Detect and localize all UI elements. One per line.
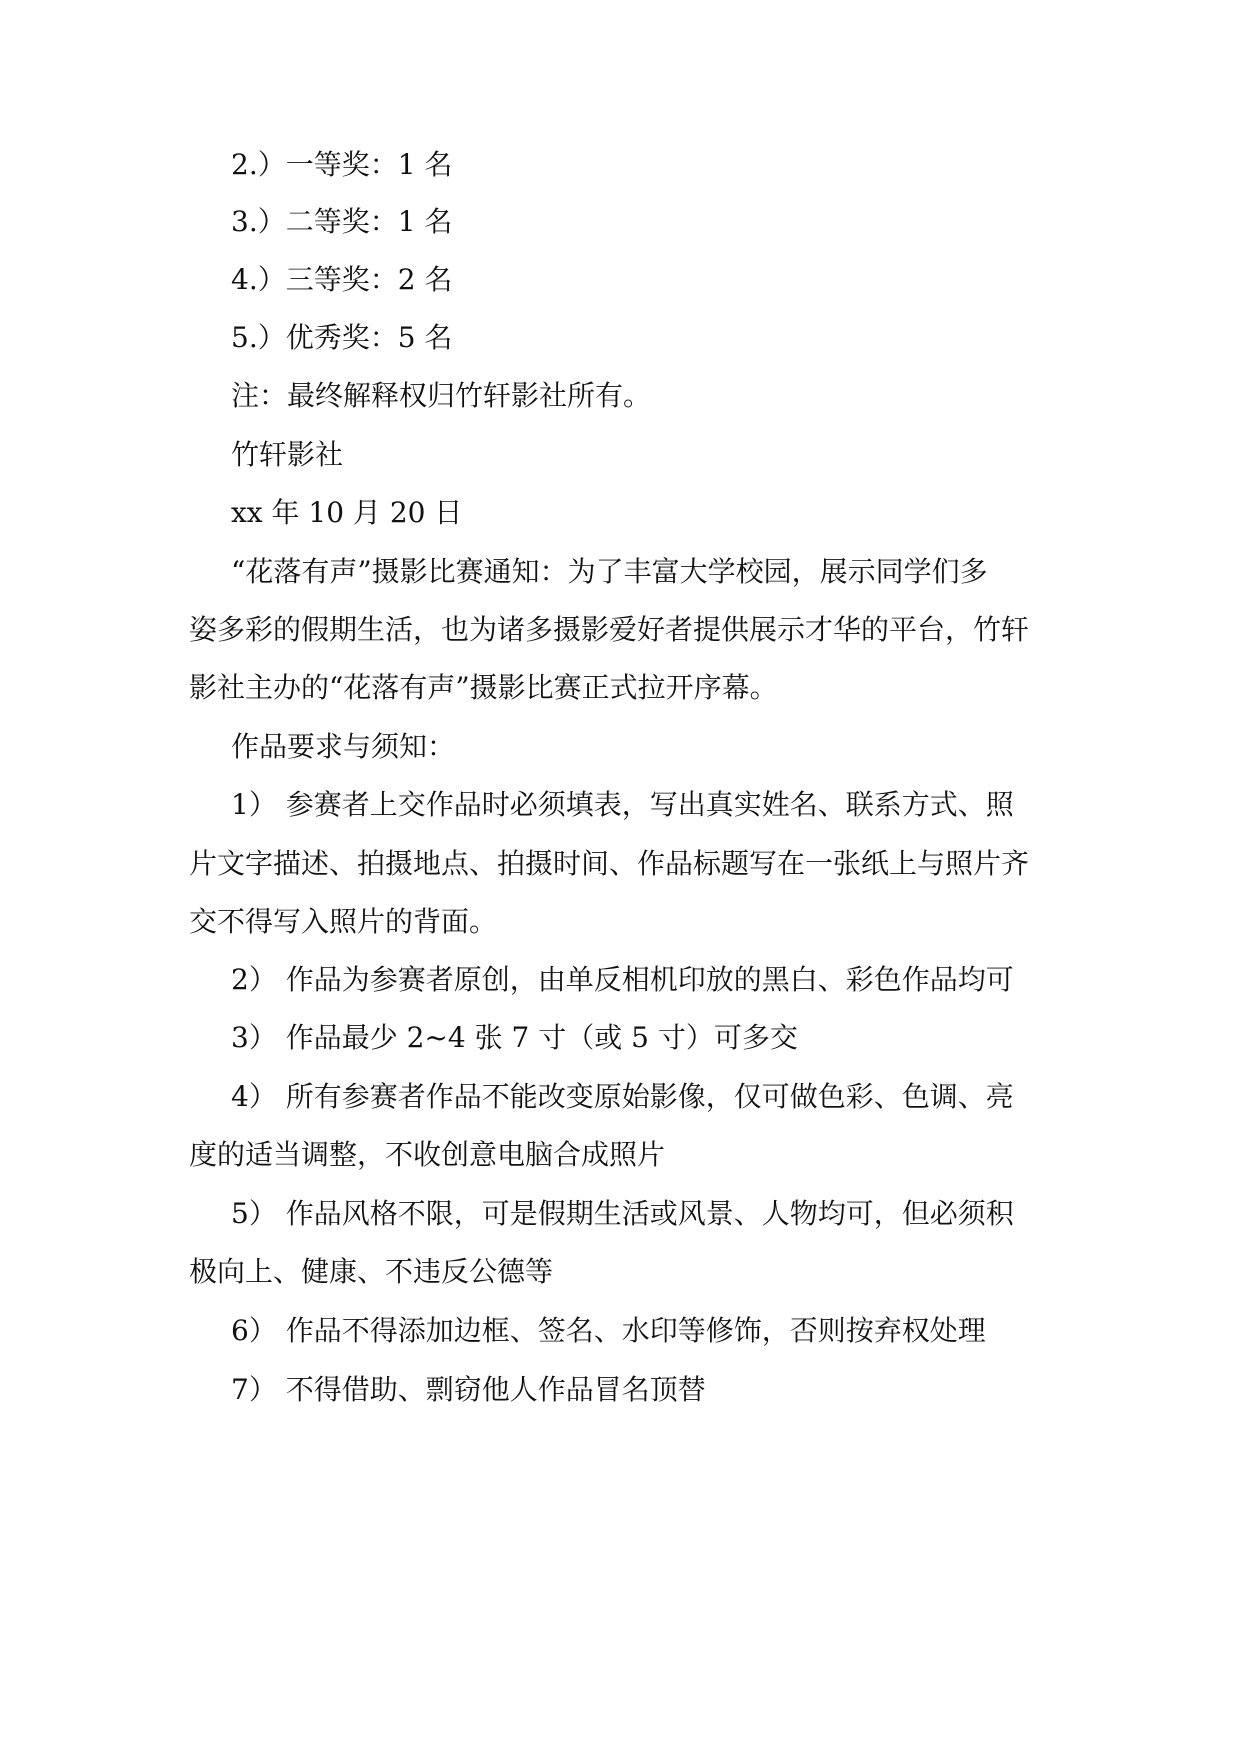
requirement-7: 7） 不得借助、剽窃他人作品冒名顶替 bbox=[231, 1373, 706, 1406]
notice-line: 姿多彩的假期生活，也为诸多摄影爱好者提供展示才华的平台，竹轩 bbox=[189, 613, 1030, 646]
rights-note: 注：最终解释权归竹轩影社所有。 bbox=[231, 379, 652, 412]
award-third-prize: 4.）三等奖：2 名 bbox=[231, 263, 453, 296]
award-second-prize: 3.）二等奖：1 名 bbox=[231, 205, 453, 238]
requirement-1-line: 交不得写入照片的背面。 bbox=[189, 905, 498, 938]
award-excellence-prize: 5.）优秀奖：5 名 bbox=[231, 321, 453, 354]
notice-line: 影社主办的“花落有声”摄影比赛正式拉开序幕。 bbox=[189, 671, 778, 704]
requirement-4-line: 4） 所有参赛者作品不能改变原始影像，仅可做色彩、色调、亮 bbox=[231, 1080, 1014, 1113]
requirements-heading: 作品要求与须知： bbox=[231, 730, 456, 763]
requirement-5-line: 5） 作品风格不限，可是假期生活或风景、人物均可，但必须积 bbox=[231, 1197, 1014, 1230]
notice-line: “花落有声”摄影比赛通知：为了丰富大学校园，展示同学们多 bbox=[231, 555, 988, 588]
requirement-4-line: 度的适当调整，不收创意电脑合成照片 bbox=[189, 1138, 666, 1171]
signature-org: 竹轩影社 bbox=[231, 438, 344, 471]
requirement-5-line: 极向上、健康、不违反公德等 bbox=[189, 1255, 554, 1288]
award-first-prize: 2.）一等奖：1 名 bbox=[231, 148, 453, 181]
requirement-1-line: 片文字描述、拍摄地点、拍摄时间、作品标题写在一张纸上与照片齐 bbox=[189, 847, 1030, 880]
requirement-2: 2） 作品为参赛者原创，由单反相机印放的黑白、彩色作品均可 bbox=[231, 963, 1014, 996]
requirement-1-line: 1） 参赛者上交作品时必须填表，写出真实姓名、联系方式、照 bbox=[231, 788, 1014, 821]
requirement-3: 3） 作品最少 2~4 张 7 寸（或 5 寸）可多交 bbox=[231, 1021, 798, 1054]
requirement-6: 6） 作品不得添加边框、签名、水印等修饰，否则按弃权处理 bbox=[231, 1314, 986, 1347]
signature-date: xx 年 10 月 20 日 bbox=[231, 496, 463, 529]
